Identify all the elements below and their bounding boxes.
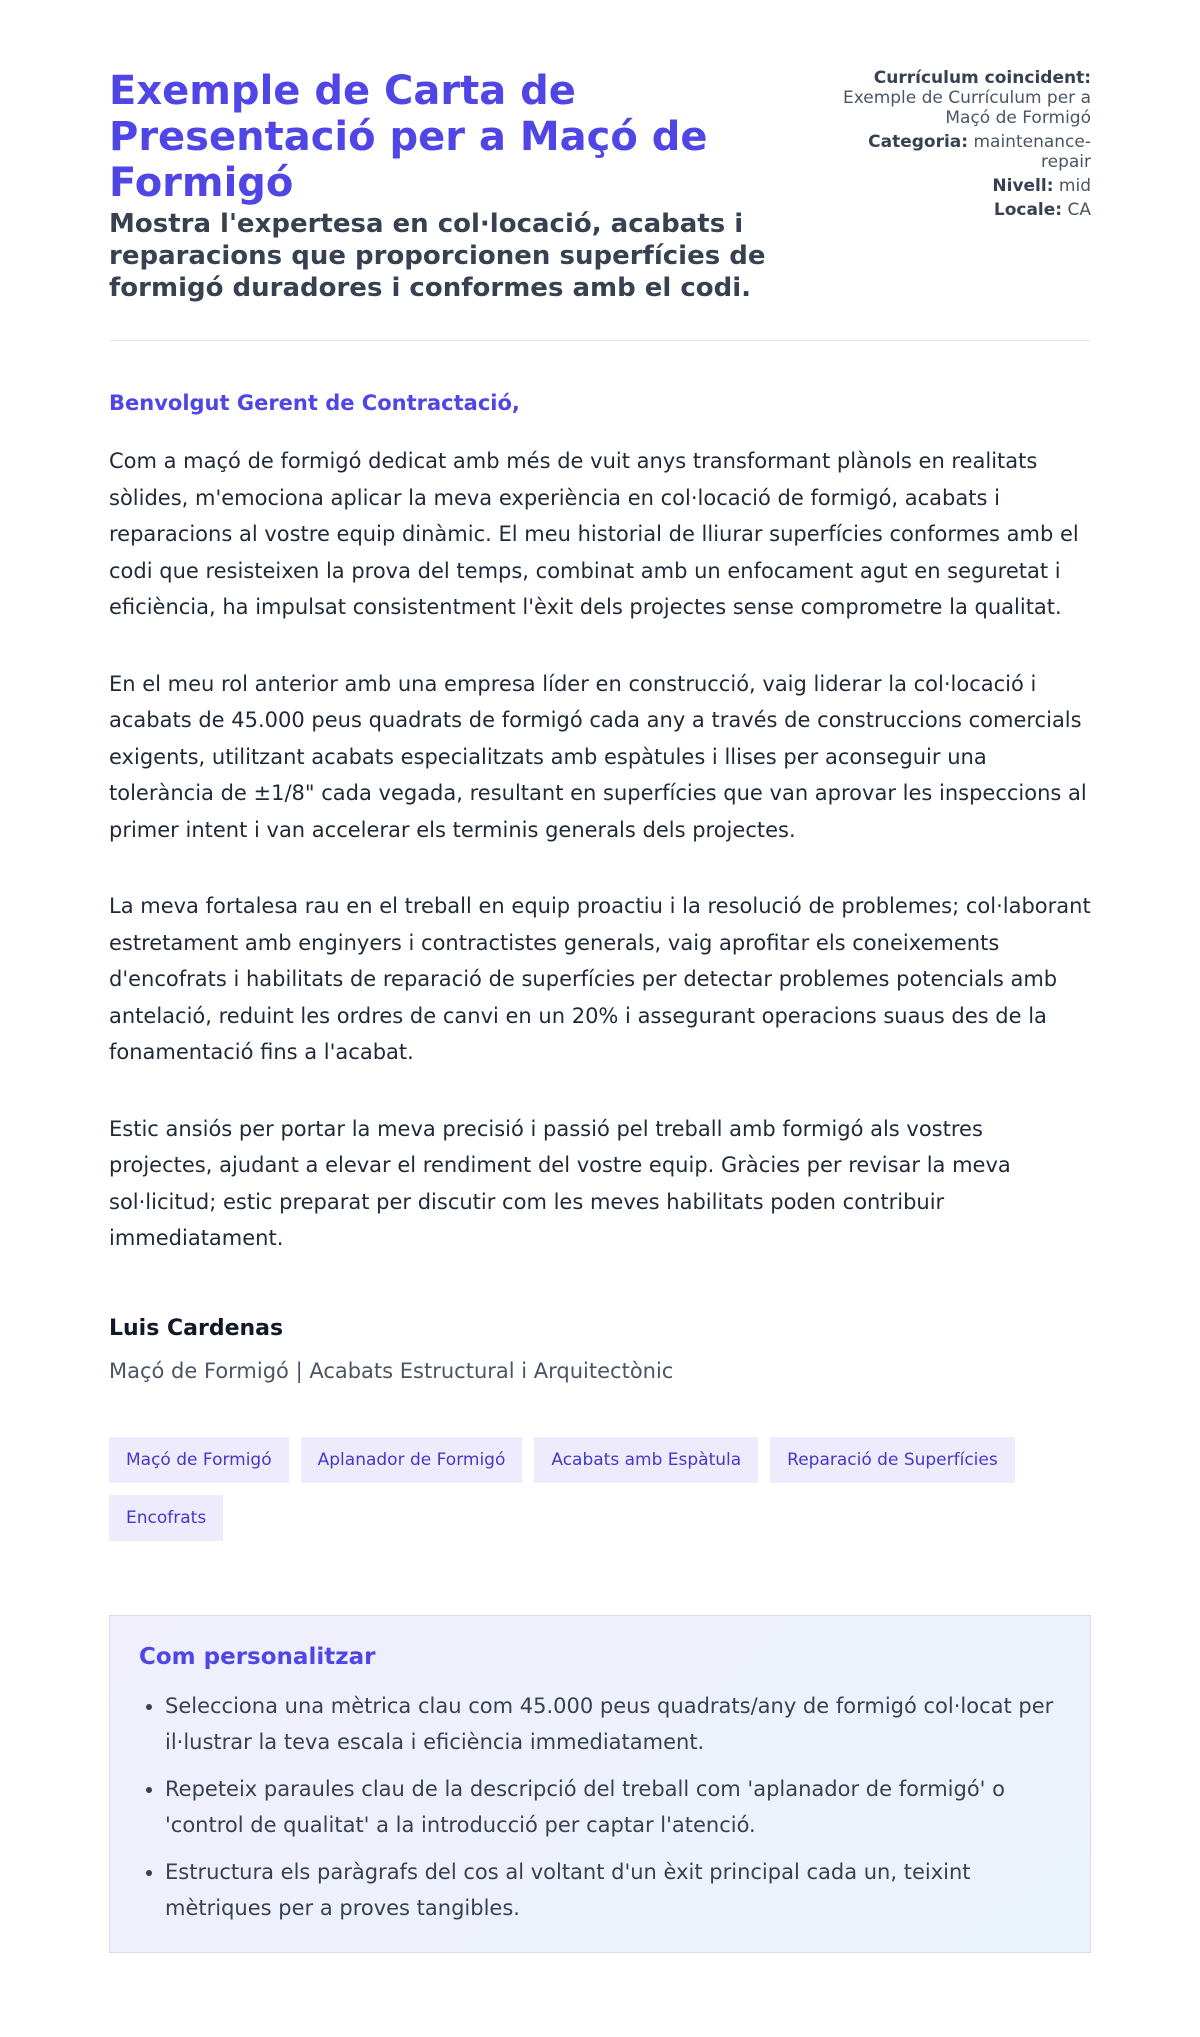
skill-tag: Aplanador de Formigó bbox=[301, 1437, 523, 1483]
skill-tag: Maçó de Formigó bbox=[109, 1437, 289, 1483]
customization-tips-box bbox=[109, 1615, 1091, 1953]
meta-locale-value: CA bbox=[1067, 200, 1091, 220]
meta-category-label: Categoria: bbox=[868, 132, 969, 152]
skill-tags bbox=[109, 1437, 1091, 1541]
tip-item: • Estructura els paràgrafs del cos al voltant d'un èxit principal cada un, teixint mètriques per a proves tangibles. bbox=[165, 1854, 1061, 1926]
tips-list bbox=[139, 1688, 1061, 1926]
tip-item: • Selecciona una mètrica clau com 45.000 peus quadrats/any de formigó col·locat per il·lustrar la teva escala i eficiència immediatament. bbox=[165, 1688, 1061, 1760]
skill-tag: Acabats amb Espàtula bbox=[534, 1437, 758, 1483]
skill-tag: Encofrats bbox=[109, 1495, 223, 1541]
skill-tag: Reparació de Superfícies bbox=[770, 1437, 1015, 1483]
tips-title: Com personalitzar bbox=[139, 1643, 376, 1670]
meta-level-label: Nivell: bbox=[992, 176, 1054, 196]
meta-panel bbox=[831, 68, 1091, 224]
meta-level-value: mid bbox=[1058, 176, 1091, 196]
tip-item: • Repeteix paraules clau de la descripció del treball com 'aplanador de formigó' o 'control de qualitat' a la introducció per captar l'atenció. bbox=[165, 1771, 1061, 1843]
page-title: Exemple de Carta de Presentació per a Maçó de Formigó bbox=[109, 68, 708, 206]
letter-salutation: Benvolgut Gerent de Contractació, bbox=[109, 391, 520, 415]
letter-content bbox=[109, 389, 1091, 1385]
meta-category bbox=[831, 132, 1091, 172]
letter-body bbox=[109, 443, 1091, 1257]
meta-locale bbox=[831, 200, 1091, 220]
signature-block bbox=[109, 1315, 1091, 1385]
letter-paragraph: Com a maçó de formigó dedicat amb més de vuit anys transformant plànols en realitats sòlides, m'emociona aplicar la meva experiència en col·locació de formigó, acabats i reparacions al vostre equip dinàmic. El meu historial de lliurar superfícies conformes amb el codi que resisteixen la prova del temps, combinat amb un enfocament agut en seguretat i eficiència, ha impulsat consistentment l'èxit dels projectes sense comprometre la qualitat. bbox=[109, 449, 1079, 619]
meta-category-value: maintenance-repair bbox=[973, 132, 1091, 172]
letter-paragraph: La meva fortalesa rau en el treball en equip proactiu i la resolució de problemes; col·laborant estretament amb enginyers i contractistes generals, vaig aprofitar els coneixements d'encofrats i habilitats de reparació de superfícies per detectar problemes potencials amb antelació, reduint les ordres de canvi en un 20% i assegurant operacions suaus des de la fonamentació fins a l'acabat. bbox=[109, 894, 1091, 1064]
signature-name: Luis Cardenas bbox=[109, 1315, 284, 1341]
letter-paragraph: En el meu rol anterior amb una empresa líder en construcció, vaig liderar la col·locació i acabats de 45.000 peus quadrats de formigó cada any a través de construccions comercials exigents, utilitzant acabats especialitzats amb espàtules i llises per aconseguir una tolerància de ±1/8" cada vegada, resultant en superfícies que van aprovar les inspeccions al primer intent i van accelerar els terminis generals dels projectes. bbox=[109, 671, 1087, 842]
header-titles bbox=[109, 68, 809, 304]
meta-level bbox=[831, 176, 1091, 196]
meta-locale-label: Locale: bbox=[993, 200, 1063, 220]
page-header bbox=[109, 68, 1091, 341]
signature-title: Maçó de Formigó | Acabats Estructural i Arquitectònic bbox=[109, 1358, 674, 1383]
letter-paragraph: Estic ansiós per portar la meva precisió i passió pel treball amb formigó als vostres projectes, ajudant a elevar el rendiment del vostre equip. Gràcies per revisar la meva sol·licitud; estic preparat per discutir com les meves habilitats poden contribuir immediatament. bbox=[109, 1116, 1011, 1250]
page-subtitle: Mostra l'expertesa en col·locació, acabats i reparacions que proporcionen superfícies de formigó duradores i conformes amb el codi. bbox=[109, 209, 766, 303]
meta-resume-label: Currículum coincident: bbox=[873, 68, 1091, 88]
meta-matching-resume bbox=[831, 68, 1091, 128]
meta-resume-value: Exemple de Currículum per a Maçó de Formigó bbox=[842, 88, 1091, 128]
